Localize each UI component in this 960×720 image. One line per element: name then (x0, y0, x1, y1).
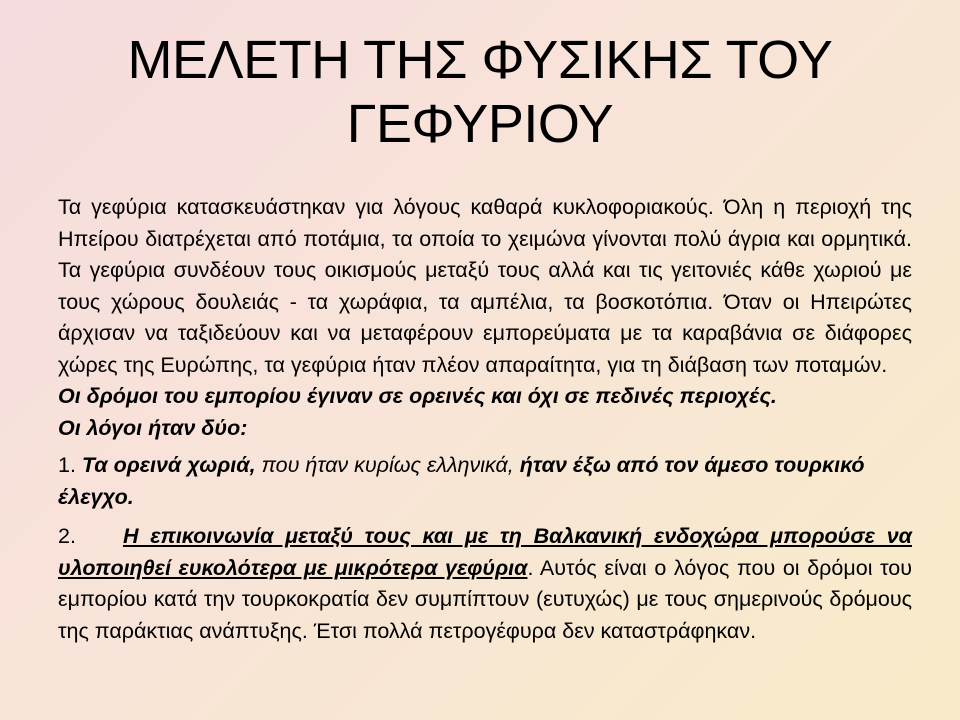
reason-item-2 (58, 521, 912, 647)
reason-1-bold-start: Τα ορεινά χωριά, (81, 453, 256, 477)
reason-2-rest: . Αυτός είναι ο λόγος που οι δρόμοι του εμπορίου κατά την τουρκοκρατία δεν συμπίπτουν (ευτυχώς) με τους σημερινούς δρόμους της παράκτιας ανάπτυξης. Έτσι πολλά πετρογέφυρα δεν καταστράφηκαν. (58, 555, 912, 643)
slide-title (60, 28, 900, 156)
reason-item-1 (58, 450, 912, 513)
title-line-2: ΓΕΦΥΡΙΟΥ (346, 94, 614, 154)
reason-1-italic: που ήταν κυρίως ελληνικά, (255, 453, 520, 477)
reasons-heading: Οι λόγοι ήταν δύο: (58, 415, 248, 440)
trade-routes-statement: Οι δρόμοι του εμπορίου έγιναν σε ορεινές και όχι σε πεδινές περιοχές. (58, 384, 777, 408)
reason-2-underlined: Η επικοινωνία μεταξύ τους και με τη Βαλκανική ενδοχώρα μπορούσε να υλοποιηθεί ευκολότερα με μικρότερα γεφύρια (58, 524, 912, 580)
reason-2-number: 2. (58, 524, 76, 548)
reason-1-bold-end: ήταν έξω από τον άμεσο τουρκικό έλεγχο. (58, 453, 865, 509)
title-line-1: ΜΕΛΕΤΗ ΤΗΣ ΦΥΣΙΚΗΣ ΤΟΥ (127, 30, 833, 90)
intro-paragraph: Τα γεφύρια κατασκευάστηκαν για λόγους καθαρά κυκλοφοριακούς. Όλη η περιοχή της Ηπείρου διατρέχεται από ποτάμια, τα οποία το χειμώνα γίνονται πολύ άγρια και ορμητικά. Τα γεφύρια συνδέουν τους οικισμούς μεταξύ τους αλλά και τις γειτονιές κάθε χωριού με τους χώρους δουλειάς - τα χωράφια, τα αμπέλια, τα βοσκοτόπια. Όταν οι Ηπειρώτες άρχισαν να ταξιδεύουν και να μεταφέρουν εμπορεύματα με τα καραβάνια σε διάφορες χώρες της Ευρώπης, τα γεφύρια ήταν πλέον απαραίτητα, για τη διάβαση των ποταμών. (58, 195, 912, 377)
reason-1-number: 1. (58, 453, 76, 477)
slide-body (58, 192, 912, 647)
